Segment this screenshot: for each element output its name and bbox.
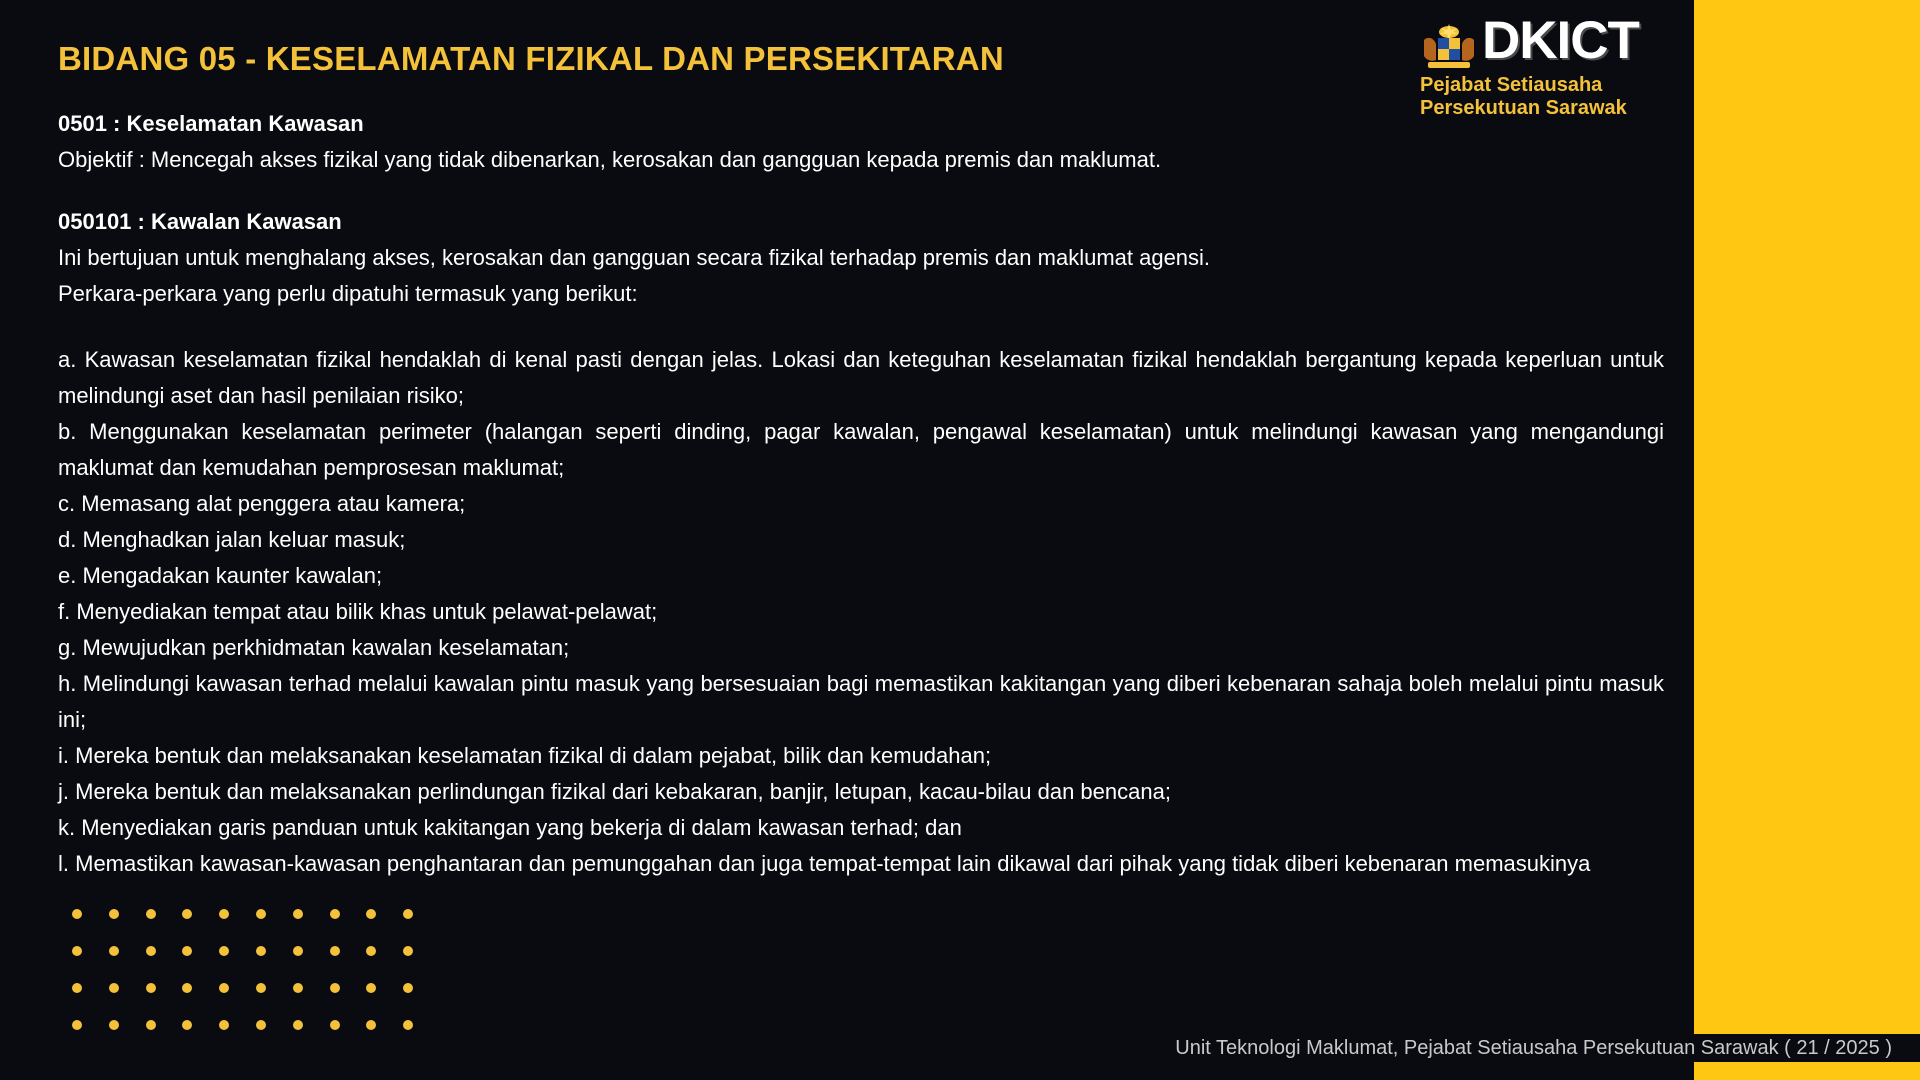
decorative-dot bbox=[330, 909, 340, 919]
yellow-side-panel bbox=[1694, 0, 1920, 1080]
decorative-dot bbox=[182, 946, 192, 956]
decorative-dot bbox=[330, 946, 340, 956]
decorative-dot bbox=[366, 1020, 376, 1030]
slide-content bbox=[58, 106, 1664, 882]
logo-subtitle-line2: Persekutuan Sarawak bbox=[1420, 97, 1627, 119]
list-item: c. Memasang alat penggera atau kamera; bbox=[58, 491, 466, 516]
section-objective: Objektif : Mencegah akses fizikal yang tidak dibenarkan, kerosakan dan gangguan kepada premis dan maklumat. bbox=[58, 147, 1162, 172]
decorative-dot bbox=[146, 983, 156, 993]
decorative-dot bbox=[366, 983, 376, 993]
decorative-dot bbox=[219, 909, 229, 919]
decorative-dot bbox=[403, 1020, 413, 1030]
decorative-dot bbox=[403, 946, 413, 956]
decorative-dot bbox=[256, 983, 266, 993]
decorative-dot-grid bbox=[72, 909, 422, 1039]
decorative-dot bbox=[293, 1020, 303, 1030]
logo-wordmark: DKICT bbox=[1482, 11, 1639, 70]
decorative-dot bbox=[403, 983, 413, 993]
decorative-dot bbox=[182, 1020, 192, 1030]
list-item: f. Menyediakan tempat atau bilik khas untuk pelawat-pelawat; bbox=[58, 599, 658, 624]
decorative-dot bbox=[219, 983, 229, 993]
decorative-dot bbox=[293, 946, 303, 956]
list-item: i. Mereka bentuk dan melaksanakan keselamatan fizikal di dalam pejabat, bilik dan kemudahan; bbox=[58, 743, 992, 768]
decorative-dot bbox=[256, 946, 266, 956]
subsection-heading: 050101 : Kawalan Kawasan bbox=[58, 209, 342, 234]
decorative-dot bbox=[72, 946, 82, 956]
decorative-dot bbox=[330, 1020, 340, 1030]
list-item: k. Menyediakan garis panduan untuk kakitangan yang bekerja di dalam kawasan terhad; dan bbox=[58, 815, 962, 840]
logo-subtitle-line1: Pejabat Setiausaha bbox=[1420, 74, 1603, 96]
decorative-dot bbox=[330, 983, 340, 993]
list-item: l. Memastikan kawasan-kawasan penghantaran dan pemunggahan dan juga tempat-tempat lain dikawal dari pihak yang tidak diberi kebenaran memasukinya bbox=[58, 851, 1591, 876]
decorative-dot bbox=[256, 1020, 266, 1030]
decorative-dot bbox=[109, 909, 119, 919]
subsection-intro: Ini bertujuan untuk menghalang akses, kerosakan dan gangguan secara fizikal terhadap premis dan maklumat agensi. bbox=[58, 245, 1211, 270]
decorative-dot bbox=[146, 909, 156, 919]
decorative-dot bbox=[182, 983, 192, 993]
decorative-dot bbox=[109, 1020, 119, 1030]
slide-title: BIDANG 05 - KESELAMATAN FIZIKAL DAN PERSEKITARAN bbox=[58, 40, 1004, 77]
list-item: d. Menghadkan jalan keluar masuk; bbox=[58, 527, 406, 552]
subsection-lead-in: Perkara-perkara yang perlu dipatuhi termasuk yang berikut: bbox=[58, 281, 638, 306]
decorative-dot bbox=[72, 983, 82, 993]
decorative-dot bbox=[293, 983, 303, 993]
decorative-dot bbox=[182, 909, 192, 919]
decorative-dot bbox=[72, 909, 82, 919]
decorative-dot bbox=[72, 1020, 82, 1030]
decorative-dot bbox=[109, 946, 119, 956]
decorative-dot bbox=[256, 909, 266, 919]
decorative-dot bbox=[366, 946, 376, 956]
decorative-dot bbox=[293, 909, 303, 919]
coat-of-arms-icon bbox=[1420, 22, 1478, 70]
decorative-dot bbox=[403, 909, 413, 919]
slide-footer: Unit Teknologi Maklumat, Pejabat Setiausaha Persekutuan Sarawak ( 21 / 2025 ) bbox=[1175, 1037, 1892, 1059]
decorative-dot bbox=[109, 983, 119, 993]
list-item: e. Mengadakan kaunter kawalan; bbox=[58, 563, 383, 588]
list-item: j. Mereka bentuk dan melaksanakan perlindungan fizikal dari kebakaran, banjir, letupan, kacau-bilau dan bencana; bbox=[58, 779, 1171, 804]
decorative-dot bbox=[366, 909, 376, 919]
list-item: a. Kawasan keselamatan fizikal hendaklah di kenal pasti dengan jelas. Lokasi dan keteguhan keselamatan fizikal hendaklah bergantung kepada keperluan untuk melindungi aset dan hasil penilaian risiko; bbox=[58, 347, 1664, 408]
decorative-dot bbox=[219, 1020, 229, 1030]
decorative-dot bbox=[146, 1020, 156, 1030]
requirements-list bbox=[58, 342, 1664, 882]
list-item: h. Melindungi kawasan terhad melalui kawalan pintu masuk yang bersesuaian bagi memastikan kakitangan yang diberi kebenaran sahaja boleh melalui pintu masuk ini; bbox=[58, 671, 1664, 732]
section-heading: 0501 : Keselamatan Kawasan bbox=[58, 111, 364, 136]
decorative-dot bbox=[219, 946, 229, 956]
list-item: b. Menggunakan keselamatan perimeter (halangan seperti dinding, pagar kawalan, pengawal keselamatan) untuk melindungi kawasan yang mengandungi maklumat dan kemudahan pemprosesan maklumat; bbox=[58, 419, 1664, 480]
list-item: g. Mewujudkan perkhidmatan kawalan keselamatan; bbox=[58, 635, 570, 660]
decorative-dot bbox=[146, 946, 156, 956]
